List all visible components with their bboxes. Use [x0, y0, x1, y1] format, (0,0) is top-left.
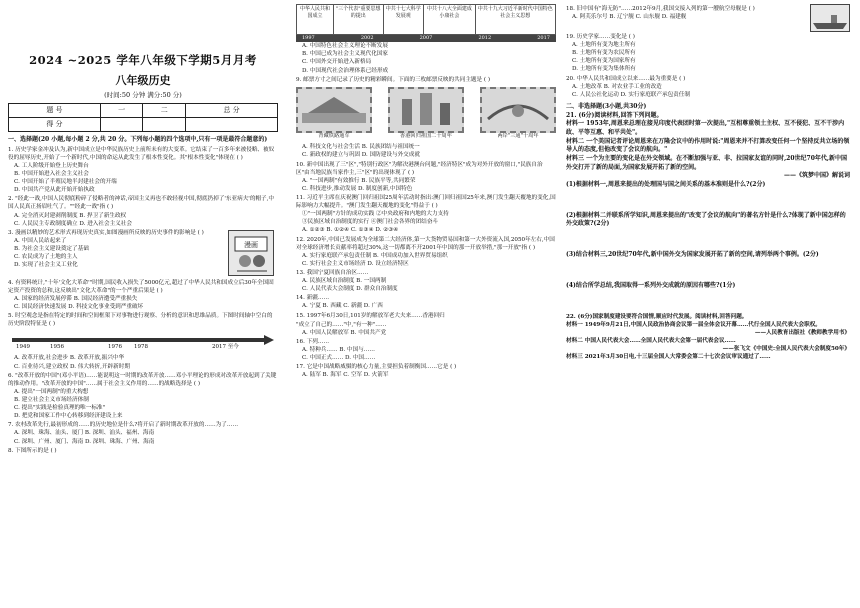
sub-question: (2)根据材料二并联系所学知识,周恩来提出的"改变了会议的航向"的著名方针是什么?体现了新中国怎样的外交政策?(2分) — [566, 211, 846, 228]
question-text: 5. 时空观念是指在特定的时间和空间框架下对事物进行观察、分析的意识和思维品质。下图时间轴中空白的历史阶段特征是 ( ) — [8, 313, 273, 328]
question-text: 9. 邮票方寸之间记录了历史的精彩瞬间。下面的三枚邮票反映的共同主题是 ( ) — [296, 76, 491, 83]
exam-subject: 八年级历史 — [115, 73, 171, 87]
option: A. 宁夏 B. 西藏 C. 新疆 D. 广西 — [302, 303, 383, 310]
timeline-arrow-icon — [264, 335, 274, 345]
q18-block — [566, 4, 850, 32]
figure-cell: 中共十八大全面建成小康社会 — [424, 5, 475, 35]
question-text: 15. 1997年6月30日,101岁的解放军老大夫来……香港回归 — [296, 312, 445, 319]
question-text: 16. 下列…… — [296, 338, 330, 345]
figure-year: 1997 — [302, 35, 315, 41]
question-text: 4. 有资料统计,"十年'文化大革命'"时期,国民收入损失了5000亿元,超过了中华人民共和国成立后30年全国固定资产投资的总和,这反映出"文化大革命"的一个严重后果是 ( ) — [8, 279, 274, 294]
score-header-cell: 总 分 — [186, 104, 278, 118]
option: A. 改革开放,社会进步 B. 改革开放,振兴中华 — [14, 355, 125, 362]
option: D. 中国共产党从此开始开始执政 — [14, 187, 95, 194]
material-source: ——《筑梦中国》解说词 — [783, 172, 850, 180]
question-text: 2. "经此一战,中国人民彻底粉碎了侵略者的神话,帝国主义再也不敢轻视中国,彻底扔掉了'东亚病夫'的帽子,中国人民真正扬眉吐气了。""经此一战"指 ( ) — [8, 196, 275, 211]
answer-area[interactable] — [566, 291, 850, 313]
question-text: 20. 中华人民共和国成立以来……最为重要是 ( ) — [566, 75, 686, 82]
figure-cell: 中共十七大科学发展观 — [383, 5, 424, 35]
option: A. ①②③ B. ①②④ C. ①③④ D. ②③④ — [302, 227, 399, 234]
timeline-figure — [12, 330, 274, 352]
question-text: 12. 2020年,中国已发展成为全球第二大经济体,第一大货物贸易国和第一大外资流入国,2050年左右,中国对全球经济增长贡献率将超过30%,这一切都离不开2001年中国的那一开放举措,"那一开放"指 ( ) — [296, 236, 555, 251]
option: A. 深圳、珠海、汕头、厦门 B. 深圳、汕头、福州、海南 — [14, 430, 155, 437]
carrier-image — [810, 4, 850, 32]
question-22 — [566, 313, 850, 362]
figure-year: 2002 — [360, 35, 374, 41]
figure-year: 2012 — [478, 35, 492, 41]
exam-meta: (时间:50 分钟 满分:50 分) — [104, 90, 182, 99]
question-text: 13. 我国宁夏回族自治区…… — [296, 269, 369, 276]
material-text: 材料二 一个美国记者评论周恩来在万隆会议中的作用时说:"周恩来并不打算改变任何一个坚持反共立场的领导人的态度,但他改变了会议的航向。" — [566, 137, 850, 154]
stamp-caption: 青藏铁路通车 — [318, 132, 350, 139]
question-text: 1. 历史学家金冲及认为,新中国成立是中华民族历史上前所未有的大变革。它结束了一百多年来被侵略、被奴役的屈辱历史,开始了一个新时代,中国的命运从此发生了根本性变化。其"根本性变化"体现在 ( ) — [8, 146, 275, 161]
timeline-year: 2017 至今 — [212, 344, 239, 351]
option: C. 百业待兴,建立政权 D. 伟大转折,开辟新时期 — [14, 363, 130, 370]
exam-title: 2024 ~2025 学年八年级下学期5月月考 — [29, 53, 257, 67]
timeline-year: 1949 — [16, 344, 30, 351]
sub-question: (3)结合材料三,20世纪70年代,新中国外交为国家发展开拓了新的空间,请列举两个事例。(2分) — [566, 251, 819, 259]
option: A. 完全消灭封建剥削制度 B. 捍卫了新生政权 — [14, 212, 127, 219]
option: C. 实行社会主义市场经济 D. 设立经济特区 — [302, 260, 409, 267]
option: A. 国家的经济发展停滞 B. 国民经济遭受严重损失 — [14, 296, 138, 303]
option: C. 深圳、广州、厦门、海南 D. 深圳、珠海、广州、海南 — [14, 438, 155, 445]
question-text: 6. "改革开放的中国"(邓小平语)……能说明这一时期的改革开放……邓小平理论的形成对改革开放起到了关键的推动作用。"改革开放的中国"……属于社会主义作用的……的战略选择是 ( ) — [8, 372, 277, 387]
score-cell — [186, 118, 278, 132]
option: B. 建立社会主义市场经济体制 — [14, 397, 89, 404]
option: A. 特种兵…… B. 中国与…… — [302, 346, 375, 353]
answer-area[interactable] — [566, 229, 850, 251]
option: A. 土地所有变为地主所有 — [572, 42, 636, 49]
timeline-year: 1976 — [108, 344, 122, 351]
question-text: 3. 漫画以精妙的艺术形式再现历史真实,如图漫画所反映的历史事件的影响是 ( ) — [8, 229, 204, 236]
sub-question: (4)结合所学总结,我国取得一系列外交成就的原因有哪些?(1分) — [566, 281, 736, 289]
option: A. 科技文化与社会生活 B. 民族团结与祖国统一 — [302, 144, 420, 151]
score-cell — [100, 118, 143, 132]
material-source: ——张飞文《中国史:全国人民代表大会制度50年》 — [722, 345, 850, 352]
score-header-cell: 题 号 — [9, 104, 101, 118]
option: A. 陆军 B. 海军 C. 空军 D. 火箭军 — [302, 372, 389, 379]
figure-year-bar — [296, 35, 556, 42]
question-text: 8. 下图所示的是 ( ) — [8, 447, 57, 454]
option: C. 人民民主专政制度确立 D. 进入社会主义社会 — [14, 220, 132, 227]
option: ③民族区域自治制度的实行 ④澳门社会各界的团结奋斗 — [302, 219, 439, 226]
question-21 — [566, 112, 850, 313]
option: C. 中国开始了半殖民地半封建社会的开端 — [14, 179, 117, 186]
stamp-gallery — [296, 87, 556, 141]
material-text: 材料三 一个为主要的变化是在外交领域。在不断加强与亚、非、拉国家友谊的同时,20世纪70年代,新中国外交打开了新的局面,为国家发展开拓了新的空间。 — [566, 155, 847, 171]
material-text: 材料三 2021年3月30日电,十三届全国人大常委会第二十七次会议审议通过了…… — [566, 354, 771, 361]
question-text: 17. 它是中国战略威慑的核心力量,主要担负着制衡国……它是 ( ) — [296, 364, 457, 371]
option: C. 人民公社化运动 D. 实行家庭联产承包责任制 — [572, 91, 690, 98]
section-heading: 一、选择题(20 小题,每小题 2 分,共 20 分。下列每小题的四个选项中,只有一项是最符合题意的) — [8, 136, 268, 144]
option: C. 中国外交开始进入新格局 — [302, 59, 372, 66]
option: D. 把党和国家工作中心转移到经济建设上来 — [14, 413, 123, 420]
material-source: ——人民教育出版社《教师教学用书》 — [754, 329, 850, 336]
q3-block — [8, 228, 278, 278]
question-text: 7. 农村改革先行,最初形成的……的历史地位是什么?将开启了新时期改革开放的……为了…… — [8, 422, 239, 429]
question-heading: 21. (6分)阅读材料,回答下列问题。 — [566, 111, 663, 119]
question-text: 14. 新疆…… — [296, 295, 330, 302]
option: A. 土地改革 B. 对农业手工业的改造 — [572, 83, 662, 90]
question-text: 11. 习近平主席在庆祝澳门回归祖国25周年活动时指出:澳门回归祖国25年来,澳门发生翻天覆地的变化,国际影响力大幅提升。"澳门发生翻天覆地的变化"得益于 ( ) — [296, 194, 556, 210]
score-row-label: 得 分 — [9, 118, 101, 132]
theory-figure — [296, 4, 556, 35]
answer-area[interactable] — [566, 190, 850, 212]
option: D. 土地所有变为集体所有 — [572, 66, 636, 73]
option: C. 土地所有变为国家所有 — [572, 58, 636, 65]
score-table — [8, 103, 278, 132]
question-heading: 22. (6分)国家制度建设要符合国情,顺应时代发展。阅读材料,回答问题。 — [566, 313, 748, 320]
option: A. 实行家庭联产承包责任制 B. 中国成功加入世界贸易组织 — [302, 252, 448, 259]
sub-question: (1)根据材料一,周恩来提出的处理国与国之间关系的基本准则是什么?(2分) — [566, 181, 766, 189]
question-text: 18. 旧中国有"海无防"……2012年9月,我国交接入列的第一艘航空母舰是 ( ) — [566, 6, 755, 12]
question-text: 10. 新中国出现了三"区","特别行政区"为解决港澳台问题,"经济特区"成为对外开放的窗口,"民族自治区"由当地民族当家作主,三"区"的出现体现了 ( ) — [296, 161, 543, 176]
option: C. 科技进步,推动发展 D. 制度创新,中国特色 — [302, 185, 413, 192]
figure-year: 2017 — [537, 35, 550, 41]
figure-cell: "三个代表"重要思想的提出 — [333, 5, 383, 35]
timeline-year: 1978 — [134, 344, 148, 351]
option: C. 国民经济快速发展 D. 科技文化事业受到严重破坏 — [14, 304, 144, 311]
stamp-image — [296, 87, 372, 133]
stamp-image — [480, 87, 556, 133]
option: A. 民族区域自治制度 B. 一国两制 — [302, 278, 387, 285]
option: A. 中国特色社会主义理论不断发展 — [302, 43, 388, 50]
score-header-cell: 一 — [100, 104, 143, 118]
option: A. 提出"一国两制"的重大构想 — [14, 388, 89, 395]
option: A. 阿芙乐尔号 B. 辽宁舰 C. 山东舰 D. 福建舰 — [572, 14, 687, 21]
figure-cell: 中华人民共和国成立 — [297, 5, 334, 35]
column-right — [566, 4, 850, 604]
option: A. 工人阶级开始登上历史舞台 — [14, 162, 89, 169]
material-text: 材料一 1953年,周恩来总理在接见印度代表团时第一次提出,"互相尊重领土主权、互不侵犯、互不干涉内政、平等互惠、和平共处"。 — [566, 120, 845, 136]
question-text: 19. 历史学家……变化是 ( ) — [566, 34, 635, 40]
answer-area[interactable] — [566, 260, 850, 282]
option: ①"一国两制"方针的成功实践 ②中央政府和内地的大力支持 — [302, 211, 449, 218]
figure-cell: 中共十九大习近平新时代中国特色社会主义思想 — [475, 5, 555, 35]
timeline-year: 1956 — [50, 344, 64, 351]
option: A. 中国人民站起来了 — [14, 237, 67, 244]
option: C. 人民代表大会制度 D. 群众自治制度 — [302, 286, 398, 293]
score-header-cell: 二 — [143, 104, 186, 118]
option: B. 为社会主义建设奠定了基础 — [14, 246, 89, 253]
option: A. "一国两制"有效推行 B. 民族平等,共同繁荣 — [302, 177, 416, 184]
cartoon-caption: 漫画 — [244, 240, 258, 249]
section-heading: 二、非选择题(3小题,共30分) — [566, 102, 647, 110]
option: C. 农民成为了土地的主人 — [14, 254, 78, 261]
option: B. 土地所有变为农民所有 — [572, 50, 636, 57]
option: B. 中国已成为社会主义现代化国家 — [302, 51, 388, 58]
material-text: 材料二 中国人民代表大会……全国人民代表大会第一届代表会议…… — [566, 337, 736, 344]
material-text: 材料一 1949年9月21日,中国人民政治协商会议第一届全体会议开幕……代行全国人民代表大会职权。 — [566, 321, 821, 328]
option: C. 中国正式…… D. 中国…… — [302, 355, 376, 362]
column-left — [8, 4, 278, 604]
option: A. 中国人民解放军 B. 中国共产党 — [302, 329, 387, 336]
figure-year: 2007 — [419, 35, 433, 41]
stamp-caption: 香港回归祖国二十周年 — [400, 132, 452, 139]
stamp-image — [388, 87, 464, 133]
option: D. 中国现代社会治理体系已经形成 — [302, 67, 389, 74]
score-cell — [143, 118, 186, 132]
stamp-caption: 两岸"三通"十周年 — [497, 132, 539, 139]
question-list — [8, 146, 278, 455]
option: B. 中国开始进入社会主义社会 — [14, 171, 89, 178]
option: D. 实现了社会主义工业化 — [14, 262, 78, 269]
cartoon-image — [228, 230, 274, 276]
column-middle — [296, 4, 556, 604]
option: C. 提出"实践是检验真理的唯一标准" — [14, 405, 106, 412]
option: C. 新政权的建立与巩固 D. 国防建设与外交成就 — [302, 152, 420, 159]
question-text: "成立了自己的……"中,"有一种"…… — [296, 321, 387, 328]
